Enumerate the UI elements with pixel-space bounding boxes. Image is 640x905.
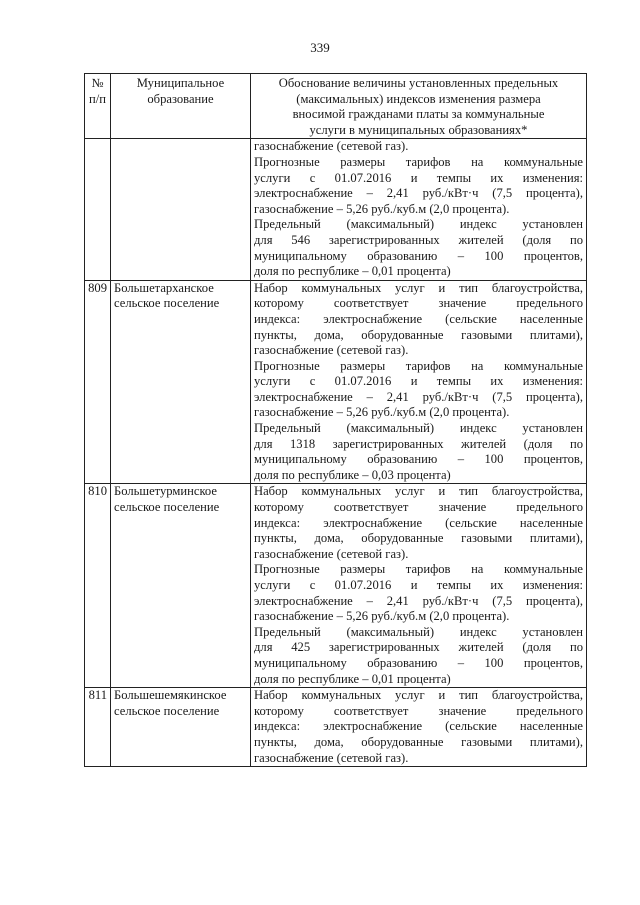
text-line: пункты, дома, оборудованные газовыми плитами), — [254, 734, 583, 749]
header-municipality — [111, 74, 251, 139]
text-line: Предельный (максимальный) индекс установлен — [254, 624, 583, 639]
municipality-line: сельское поселение — [114, 500, 220, 515]
table-row — [85, 484, 587, 688]
header-justification-line: Обоснование величины установленных предельных — [278, 76, 559, 90]
header-justification — [251, 74, 587, 139]
text-line: услуги с 01.07.2016 и темпы их изменения: — [254, 374, 583, 389]
row-number: 811 — [85, 688, 111, 767]
justification-paragraph — [254, 139, 583, 155]
row-justification — [251, 688, 587, 767]
justification-paragraph — [254, 688, 583, 766]
text-line: Набор коммунальных услуг и тип благоустройства, — [254, 484, 583, 499]
text-line: газоснабжение (сетевой газ). — [254, 343, 409, 358]
text-line: доля по республике – 0,01 процента) — [254, 264, 451, 279]
table-row-continuation — [85, 139, 587, 280]
text-line: услуги с 01.07.2016 и темпы их изменения: — [254, 578, 583, 592]
justification-paragraph — [254, 155, 583, 217]
header-number — [85, 74, 111, 139]
text-line: Набор коммунальных услуг и тип благоустройства, — [254, 688, 583, 703]
header-number-line: № — [91, 76, 104, 90]
table-header-row — [85, 74, 587, 139]
text-line: индекса: электроснабжение (сельские населенные — [254, 515, 583, 530]
justification-paragraph — [254, 217, 583, 279]
row-number: 810 — [85, 484, 111, 688]
header-justification-line: (максимальных) индексов изменения размера — [296, 91, 541, 106]
row-municipality — [111, 139, 251, 280]
text-line: услуги с 01.07.2016 и темпы их изменения: — [254, 170, 583, 185]
text-line: Набор коммунальных услуг и тип благоустройства, — [254, 280, 583, 295]
table-row — [85, 688, 587, 767]
justification-paragraph — [254, 281, 583, 359]
text-line: газоснабжение – 5,26 руб./куб.м (2,0 процента). — [254, 405, 510, 420]
municipality-line: сельское поселение — [114, 703, 220, 718]
text-line: которому соответствует значение предельного — [254, 296, 583, 311]
text-line: пункты, дома, оборудованные газовыми плитами), — [254, 327, 583, 342]
text-line: газоснабжение – 5,26 руб./куб.м (2,0 процента). — [254, 201, 510, 216]
tariff-table — [84, 73, 587, 767]
text-line: Предельный (максимальный) индекс установлен — [254, 421, 583, 436]
row-justification — [251, 139, 587, 280]
justification-paragraph — [254, 562, 583, 624]
text-line: для 1318 зарегистрированных жителей (доля по — [254, 436, 583, 451]
row-municipality — [111, 280, 251, 484]
text-line: муниципальному образованию – 100 процентов, — [254, 248, 583, 263]
text-line: Предельный (максимальный) индекс установлен — [254, 217, 583, 232]
text-line: Прогнозные размеры тарифов на коммунальные — [254, 358, 583, 373]
text-line: Прогнозные размеры тарифов на коммунальные — [254, 562, 583, 577]
text-line: которому соответствует значение предельного — [254, 500, 583, 515]
justification-paragraph — [254, 421, 583, 483]
row-municipality — [111, 484, 251, 688]
text-line: Прогнозные размеры тарифов на коммунальные — [254, 154, 583, 169]
header-justification-line: вносимой гражданами платы за коммунальные — [292, 107, 545, 122]
text-line: электроснабжение – 2,41 руб./кВт·ч (7,5 процента), — [254, 389, 583, 404]
justification-paragraph — [254, 484, 583, 562]
row-justification — [251, 484, 587, 688]
text-line: электроснабжение – 2,41 руб./кВт·ч (7,5 процента), — [254, 186, 583, 201]
text-line: индекса: электроснабжение (сельские населенные — [254, 719, 583, 734]
municipality-line: Большешемякинское — [114, 688, 227, 703]
text-line: доля по республике – 0,03 процента) — [254, 467, 451, 482]
text-line: электроснабжение – 2,41 руб./кВт·ч (7,5 процента), — [254, 593, 583, 608]
municipality-line: сельское поселение — [114, 296, 220, 311]
text-line: газоснабжение (сетевой газ). — [254, 546, 409, 561]
header-municipality-line: образование — [147, 91, 214, 106]
justification-paragraph — [254, 359, 583, 421]
header-justification-line: услуги в муниципальных образованиях* — [309, 122, 528, 137]
municipality-line: Большетурминское — [114, 484, 217, 499]
row-justification — [251, 280, 587, 484]
row-number — [85, 139, 111, 280]
table-row — [85, 280, 587, 484]
text-line: газоснабжение (сетевой газ). — [254, 139, 409, 154]
text-line: доля по республике – 0,01 процента) — [254, 671, 451, 686]
text-line: для 546 зарегистрированных жителей (доля по — [254, 232, 583, 247]
text-line: индекса: электроснабжение (сельские населенные — [254, 311, 583, 326]
text-line: для 425 зарегистрированных жителей (доля по — [254, 640, 583, 655]
header-municipality-line: Муниципальное — [136, 76, 225, 90]
municipality-line: Большетарханское — [114, 280, 214, 295]
text-line: которому соответствует значение предельного — [254, 703, 583, 718]
text-line: пункты, дома, оборудованные газовыми плитами), — [254, 531, 583, 546]
text-line: газоснабжение (сетевой газ). — [254, 750, 409, 765]
justification-paragraph — [254, 625, 583, 687]
text-line: газоснабжение – 5,26 руб./куб.м (2,0 процента). — [254, 609, 510, 624]
page-number: 339 — [310, 40, 330, 55]
text-line: муниципальному образованию – 100 процентов, — [254, 452, 583, 467]
header-number-line: п/п — [89, 91, 106, 106]
text-line: муниципальному образованию – 100 процентов, — [254, 655, 583, 670]
row-municipality — [111, 688, 251, 767]
row-number: 809 — [85, 280, 111, 484]
